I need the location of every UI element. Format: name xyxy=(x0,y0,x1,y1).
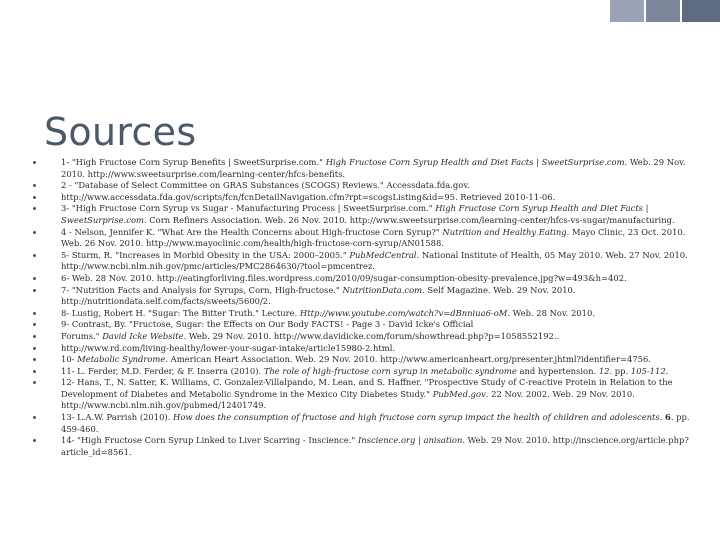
reference-text: . 22 Nov. 2002. Web. 29 Nov. 2010. http://www.ncbi.nlm.nih.gov/pubmed/12401749. xyxy=(61,388,635,411)
reference-list xyxy=(33,157,695,458)
reference-text: . Corn Refiners Association. Web. 26 Nov. 2010. http://www.sweetsurprise.com/learning-center/hfcs-vs-sugar/manufacturing. xyxy=(143,214,675,225)
reference-text: 5- Sturm, R. "Increases in Morbid Obesity in the USA: 2000–2005." xyxy=(61,249,350,260)
bullet-icon xyxy=(33,184,36,187)
reference-title-text: How does the consumption of fructose and high fructose corn syrup impact the health of children and adolescents xyxy=(173,412,660,423)
reference-item xyxy=(33,285,695,308)
corner-decoration-bar xyxy=(610,0,644,22)
reference-title-text: 12 xyxy=(598,365,610,376)
reference-text: 11- L. Ferder, M.D. Ferder, & F. Inserra (2010). xyxy=(61,365,264,376)
reference-item xyxy=(33,227,695,250)
reference-title-text: Metabolic Syndrome xyxy=(77,354,166,365)
reference-title-text: The role of high-fructose corn syrup in metabolic syndrome xyxy=(263,365,517,376)
reference-text: . Web. 28 Nov. 2010. xyxy=(507,307,595,318)
reference-title-text: 105-112 xyxy=(630,365,666,376)
reference-text: . pp. xyxy=(609,365,631,376)
reference-item xyxy=(33,354,695,366)
reference-item xyxy=(33,157,695,180)
bullet-icon xyxy=(33,439,36,442)
bullet-icon xyxy=(33,416,36,419)
reference-text: and hypertension. xyxy=(516,365,599,376)
bullet-icon xyxy=(33,207,36,210)
reference-text: 2 - "Database of Select Committee on GRAS Substances (SCOGS) Reviews." Accessdata.fda.gov. xyxy=(61,180,470,191)
reference-item xyxy=(33,250,695,273)
reference-text: 14- "High Fructose Corn Syrup Linked to Liver Scarring - Inscience." xyxy=(61,435,358,446)
bullet-icon xyxy=(33,196,36,199)
reference-text: . Web. 29 Nov. 2010. http://www.sweetsurprise.com/learning-center/hfcs-benefits. xyxy=(61,157,686,179)
bullet-icon xyxy=(33,347,36,350)
bullet-icon xyxy=(33,370,36,373)
reference-text: 4 - Nelson, Jennifer K. "What Are the Health Concerns about High-fructose Corn Syrup?" xyxy=(61,226,443,237)
reference-text: . xyxy=(665,365,669,376)
reference-item xyxy=(33,435,695,458)
bullet-icon xyxy=(33,335,36,338)
reference-text: http://www.rd.com/living-healthy/lower-your-sugar-intake/article15980-2.html. xyxy=(61,342,396,353)
reference-text: http://www.accessdata.fda.gov/scripts/fcn/fcnDetailNavigation.cfm?rpt=scogsListing&id=95. Retrieved 2010-11-06. xyxy=(61,191,556,202)
reference-item xyxy=(33,366,695,378)
reference-title-text: David Icke Website xyxy=(102,330,184,341)
reference-text: . pp. 459-460. xyxy=(61,412,690,434)
reference-item xyxy=(33,331,695,343)
reference-text: Forums." xyxy=(61,330,103,341)
reference-text: 9- Contrast, By. "Fructose, Sugar: the Effects on Our Body FACTS! - Page 3 - David Icke's Official xyxy=(61,319,474,330)
reference-text: . Web. 29 Nov. 2010. http://inscience.org/article.php?article_id=8561. xyxy=(61,435,689,457)
bullet-icon xyxy=(33,323,36,326)
corner-decoration-bar xyxy=(682,0,720,22)
reference-title-text: NutritionData.com xyxy=(342,284,423,295)
reference-text: 1- "High Fructose Corn Syrup Benefits | SweetSurprise.com." xyxy=(61,157,326,167)
reference-text: 8- Lustig, Robert H. "Sugar: The Bitter Truth." Lecture. xyxy=(61,307,300,318)
reference-text: 7- "Nutrition Facts and Analysis for Syrups, Corn, High-fructose." xyxy=(61,284,343,295)
reference-title-text: PubMed.gov xyxy=(432,388,486,399)
reference-text: . Web. 29 Nov. 2010. http://www.davidicke.com/forum/showthread.php?p=1058552192.. xyxy=(183,330,560,341)
bullet-icon xyxy=(33,289,36,292)
reference-text: 6- Web. 28 Nov. 2010. http://eatingforliving.files.wordpress.com/2010/09/sugar-consumption-obesity-prevalence.jpg?w=493&h=402. xyxy=(61,272,627,283)
bullet-icon xyxy=(33,358,36,361)
reference-item xyxy=(33,319,695,331)
reference-item xyxy=(33,377,695,412)
reference-title-text: Nutrition and Healthy Eating xyxy=(442,226,567,237)
reference-title-text: Inscience.org | anisation xyxy=(357,435,463,446)
reference-title-text: PubMedCentral xyxy=(349,249,417,260)
bullet-icon xyxy=(33,312,36,315)
reference-title-text: High Fructose Corn Syrup Health and Diet Facts | SweetSurprise.com xyxy=(325,157,625,167)
corner-decoration-bar xyxy=(646,0,680,22)
reference-text: . American Heart Association. Web. 29 Nov. 2010. http://www.americanheart.org/presenter.jhtml?identifier=4756. xyxy=(165,354,651,365)
reference-text: 3- "High Fructose Corn Syrup vs Sugar - Manufacturing Process | SweetSurprise.com." xyxy=(61,203,436,214)
bullet-icon xyxy=(33,161,36,164)
bullet-icon xyxy=(33,277,36,280)
reference-text: 10- xyxy=(61,354,78,365)
reference-item xyxy=(33,180,695,192)
reference-text: . xyxy=(659,412,666,423)
reference-item xyxy=(33,343,695,355)
reference-title-text: Http://www.youtube.com/watch?v=dBnniua6-oM xyxy=(299,307,508,318)
reference-item xyxy=(33,308,695,320)
reference-text: 6 xyxy=(665,412,671,423)
reference-text: 13- L.A.W. Parrish (2010). xyxy=(61,412,174,423)
reference-text: 12- Hans, T., N. Satter, K. Williams, C. Gonzalez-Villalpando, M. Lean, and S. Haffner. "Prospective Study of C-reactive Protein in Relation to the Development of Diabetes and Metabolic Syndrome in the Mexico City Diabetes Study." xyxy=(61,377,673,399)
bullet-icon xyxy=(33,231,36,234)
reference-text: . National Institute of Health, 05 May 2010. Web. 27 Nov. 2010. http://www.ncbi.nlm.nih.gov/pmc/articles/PMC2864630/?tool=pmcentrez. xyxy=(61,249,688,272)
reference-text: . Self Magazine. Web. 29 Nov. 2010. http://nutritiondata.self.com/facts/sweets/5600/2. xyxy=(61,284,576,307)
reference-item xyxy=(33,192,695,204)
slide-title: Sources xyxy=(44,110,197,154)
reference-title-text: High Fructose Corn Syrup Health and Diet Facts | SweetSurprise.com xyxy=(61,203,649,225)
bullet-icon xyxy=(33,381,36,384)
reference-item xyxy=(33,412,695,435)
reference-item xyxy=(33,273,695,285)
bullet-icon xyxy=(33,254,36,257)
reference-item xyxy=(33,203,695,226)
reference-text: . Mayo Clinic, 23 Oct. 2010. Web. 26 Nov. 2010. http://www.mayoclinic.com/health/high-fructose-corn-syrup/AN01588. xyxy=(61,226,686,249)
